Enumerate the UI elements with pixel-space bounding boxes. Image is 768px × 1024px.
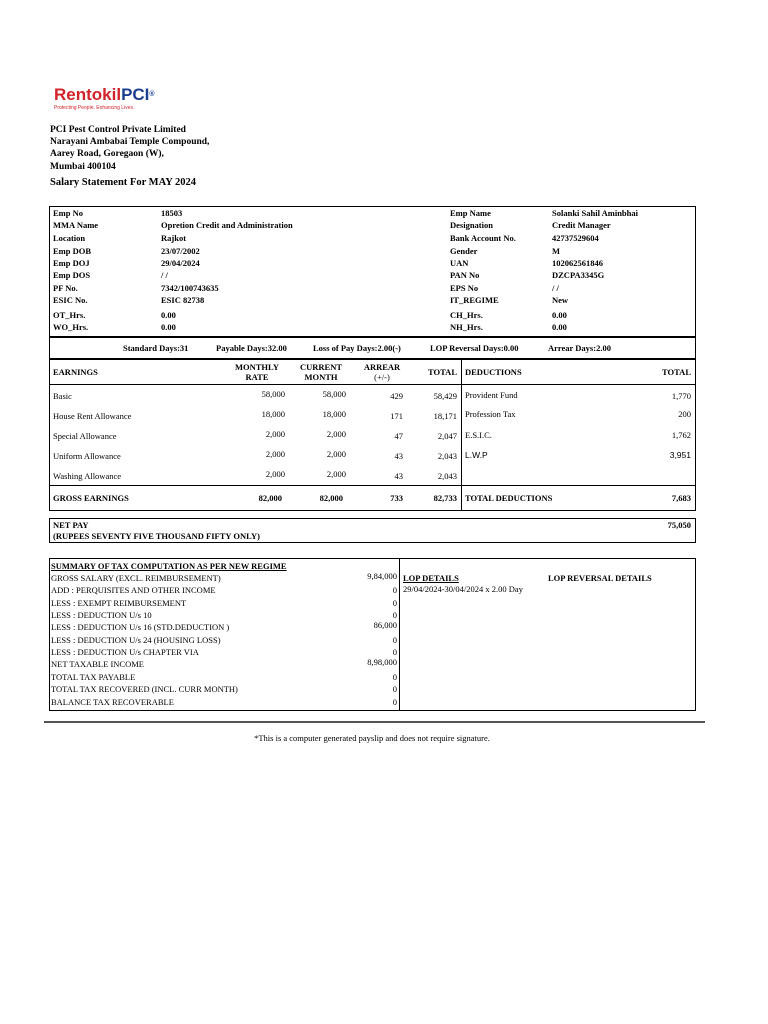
- lop-reversal-details-title: LOP REVERSAL DETAILS: [548, 573, 652, 583]
- tax-row-label: TOTAL TAX PAYABLE: [51, 671, 136, 682]
- emp-detail-label: IT_REGIME: [450, 295, 499, 305]
- tax-row-label: LESS : DEDUCTION U/s CHAPTER VIA: [51, 647, 199, 658]
- standard-days: Standard Days:31: [123, 343, 189, 353]
- earning-total: 2,047: [437, 431, 457, 441]
- emp-detail-label: OT_Hrs.: [53, 310, 86, 320]
- emp-detail-label: PF No.: [53, 282, 78, 293]
- earning-name: Uniform Allowance: [53, 451, 121, 461]
- earning-monthly-rate: 2,000: [265, 449, 285, 459]
- deduction-amount: 200: [678, 409, 691, 419]
- footer-divider: [44, 721, 705, 723]
- deduction-name: Profession Tax: [465, 409, 516, 419]
- logo-brand-2: PCI: [121, 85, 150, 104]
- company-name: PCI Pest Control Private Limited: [50, 125, 186, 135]
- tax-row-value: 0: [392, 597, 397, 608]
- emp-detail-label: EPS No: [450, 282, 479, 293]
- tax-row-label: LESS : DEDUCTION U/s 16 (STD.DEDUCTION ): [51, 622, 230, 633]
- emp-detail-label: MMA Name: [53, 219, 99, 230]
- monthly-rate-header: MONTHLY RATE: [234, 362, 280, 382]
- gross-current: 82,000: [319, 493, 343, 503]
- emp-detail-value: 42737529604: [552, 233, 599, 243]
- earning-arrear: 47: [394, 431, 403, 441]
- gross-arrear: 733: [390, 493, 403, 503]
- emp-detail-label: Location: [53, 233, 86, 243]
- emp-detail-value: 23/07/2002: [161, 245, 200, 256]
- tax-row-label: BALANCE TAX RECOVERABLE: [51, 696, 174, 707]
- tax-row-value: 0: [392, 671, 397, 682]
- tax-row-label: LESS : DEDUCTION U/s 10: [51, 610, 152, 621]
- deduction-name: E.S.I.C.: [465, 430, 492, 440]
- deduction-amount: 3,951: [669, 450, 691, 460]
- earning-arrear: 171: [390, 411, 403, 421]
- emp-detail-label: Emp DOJ: [53, 257, 90, 268]
- emp-detail-value: M: [552, 245, 561, 256]
- emp-detail-value: New: [552, 295, 569, 305]
- payable-days: Payable Days:32.00: [216, 343, 287, 353]
- emp-detail-value: / /: [552, 282, 559, 293]
- tax-row-value: 0: [392, 684, 397, 695]
- emp-detail-label: Bank Account No.: [450, 233, 516, 243]
- emp-detail-value: 102062561846: [552, 257, 603, 268]
- total-deductions-amount: 7,683: [671, 493, 691, 503]
- net-pay-label: NET PAY: [53, 520, 89, 530]
- gross-earnings-label: GROSS EARNINGS: [53, 493, 129, 503]
- tax-row-label: TOTAL TAX RECOVERED (INCL. CURR MONTH): [51, 684, 238, 695]
- deduction-amount: 1,762: [671, 430, 691, 440]
- lop-details-title: LOP DETAILS: [403, 573, 459, 583]
- tax-row-label: LESS : EXEMPT REIMBURSEMENT: [51, 597, 187, 608]
- emp-detail-label: Designation: [450, 219, 493, 230]
- company-address: [50, 124, 209, 173]
- company-address-line1: Narayani Ambabai Temple Compound,: [50, 137, 210, 148]
- company-address-line2: Aarey Road, Goregaon (W),: [50, 149, 164, 160]
- earning-name: Special Allowance: [53, 431, 117, 441]
- emp-detail-label: ESIC No.: [53, 295, 88, 305]
- tax-row-label: ADD : PERQUISITES AND OTHER INCOME: [51, 585, 216, 596]
- earning-name: House Rent Allowance: [53, 411, 132, 421]
- tax-row-value: 0: [392, 634, 397, 645]
- arrear-header: ARREAR (+/-): [363, 362, 401, 382]
- tax-row-value: 86,000: [373, 620, 397, 631]
- earning-total: 2,043: [437, 451, 457, 461]
- footer-note: *This is a computer generated payslip and does not require signature.: [254, 733, 490, 743]
- earning-current-month: 2,000: [326, 449, 346, 459]
- earnings-header: EARNINGS: [53, 367, 98, 377]
- earning-total: 58,429: [433, 391, 457, 401]
- emp-detail-value: 29/04/2024: [161, 257, 200, 268]
- earnings-total-header: TOTAL: [428, 367, 457, 377]
- earning-monthly-rate: 2,000: [265, 429, 285, 439]
- company-logo: [54, 86, 155, 111]
- tax-row-label: LESS : DEDUCTION U/s 24 (HOUSING LOSS): [51, 634, 221, 645]
- emp-detail-value: DZCPA3345G: [552, 270, 605, 280]
- earning-total: 18,171: [433, 411, 457, 421]
- net-pay-words: (RUPEES SEVENTY FIVE THOUSAND FIFTY ONLY): [53, 531, 260, 541]
- earning-monthly-rate: 18,000: [261, 409, 285, 419]
- tax-row-value: 8,98,000: [367, 657, 397, 668]
- earning-current-month: 2,000: [326, 429, 346, 439]
- emp-detail-value: Credit Manager: [552, 219, 611, 230]
- deduction-amount: 1,770: [671, 391, 691, 401]
- logo-registered-mark: ®: [149, 91, 155, 98]
- emp-detail-value: 0.00: [552, 322, 567, 332]
- net-pay-amount: 75,050: [667, 520, 691, 530]
- statement-title: Salary Statement For MAY 2024: [50, 177, 197, 188]
- emp-detail-value: Solanki Sahil Aminbhai: [552, 208, 638, 218]
- gross-monthly: 82,000: [258, 493, 282, 503]
- earning-name: Basic: [53, 391, 72, 401]
- logo-brand: Rentokil: [54, 85, 122, 104]
- deduction-name: Provident Fund: [465, 390, 518, 400]
- tax-summary-title: SUMMARY OF TAX COMPUTATION AS PER NEW REGIME: [51, 561, 287, 571]
- tax-row-value: 0: [392, 610, 397, 621]
- emp-detail-value: 0.00: [161, 322, 176, 332]
- emp-detail-value: 0.00: [161, 310, 176, 320]
- earning-arrear: 43: [394, 451, 403, 461]
- lop-reversal-days: LOP Reversal Days:0.00: [430, 343, 519, 353]
- emp-detail-label: WO_Hrs.: [53, 322, 89, 332]
- emp-detail-label: Emp No: [53, 208, 83, 218]
- emp-detail-value: 18503: [161, 208, 183, 218]
- earning-name: Washing Allowance: [53, 471, 122, 481]
- arrear-days: Arrear Days:2.00: [548, 343, 611, 353]
- tax-row-label: NET TAXABLE INCOME: [51, 659, 144, 670]
- emp-detail-label: Emp DOB: [53, 245, 92, 256]
- tax-row-value: 0: [392, 647, 397, 658]
- emp-detail-label: UAN: [450, 257, 469, 268]
- earning-arrear: 429: [390, 391, 403, 401]
- tax-row-value: 0: [392, 696, 397, 707]
- total-deductions-label: TOTAL DEDUCTIONS: [465, 493, 553, 503]
- gross-total: 82,733: [433, 493, 457, 503]
- tax-row-value: 9,84,000: [367, 571, 397, 581]
- emp-detail-label: Gender: [450, 245, 478, 256]
- earning-current-month: 18,000: [322, 409, 346, 419]
- current-month-header: CURRENT MONTH: [299, 362, 343, 382]
- earning-monthly-rate: 2,000: [265, 469, 285, 479]
- logo-tagline: Protecting People. Enhancing Lives.: [54, 105, 135, 111]
- deduction-name: L.W.P: [465, 450, 488, 460]
- emp-detail-label: NH_Hrs.: [450, 322, 483, 332]
- emp-detail-label: CH_Hrs.: [450, 310, 483, 320]
- earning-current-month: 58,000: [322, 389, 346, 399]
- emp-detail-value: / /: [161, 270, 168, 280]
- emp-detail-value: Opretion Credit and Administration: [161, 219, 293, 230]
- tax-row-label: GROSS SALARY (EXCL. REIMBURSEMENT): [51, 573, 221, 583]
- tax-row-value: 0: [392, 585, 397, 596]
- emp-detail-value: 0.00: [552, 310, 567, 320]
- company-address-line3: Mumbai 400104: [50, 161, 116, 172]
- earning-arrear: 43: [394, 471, 403, 481]
- earning-monthly-rate: 58,000: [261, 389, 285, 399]
- emp-detail-label: PAN No: [450, 270, 480, 280]
- earning-total: 2,043: [437, 471, 457, 481]
- lop-details-value: 29/04/2024-30/04/2024 x 2.00 Day: [403, 584, 523, 594]
- emp-detail-value: Rajkot: [161, 233, 187, 243]
- emp-detail-label: Emp DOS: [53, 270, 91, 280]
- emp-detail-label: Emp Name: [450, 208, 491, 218]
- loss-of-pay-days: Loss of Pay Days:2.00(-): [313, 343, 401, 353]
- emp-detail-value: ESIC 82738: [161, 295, 205, 305]
- deductions-header: DEDUCTIONS: [465, 367, 522, 377]
- emp-detail-value: 7342/100743635: [161, 282, 219, 293]
- deductions-total-header: TOTAL: [662, 367, 691, 377]
- earning-current-month: 2,000: [326, 469, 346, 479]
